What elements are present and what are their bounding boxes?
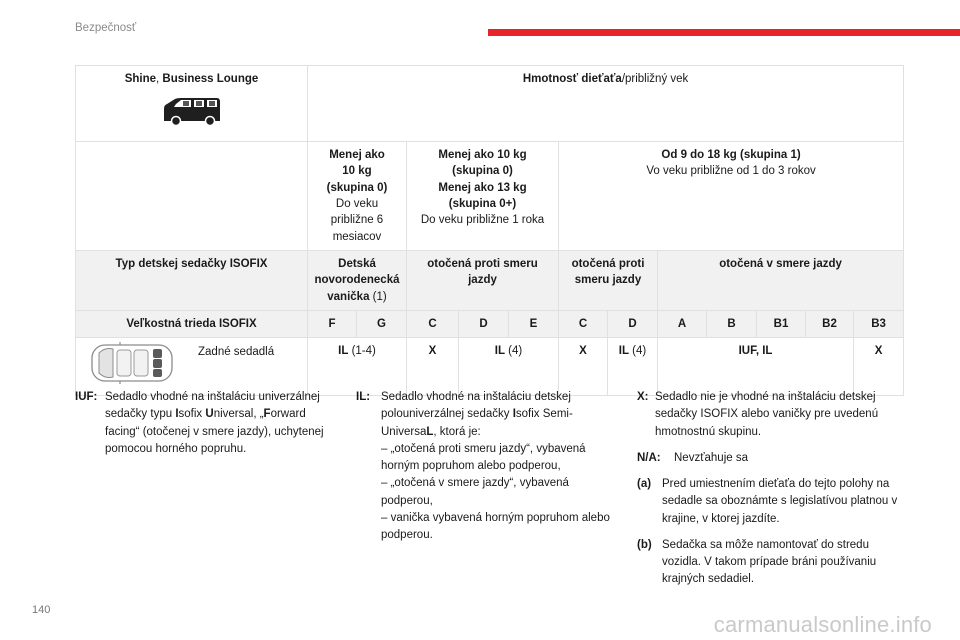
size-class-cell: F: [308, 310, 357, 337]
table-row-size-class: [76, 310, 904, 337]
notes-column-3: [637, 389, 899, 598]
table-row-rear-seats: [76, 338, 904, 396]
note-x: [637, 389, 899, 441]
size-class-cell: C: [559, 310, 608, 337]
size-class-cell: B2: [806, 310, 854, 337]
note-text: Pred umiestnením dieťaťa do tejto polohy na sedadle sa oboznámte s legislatívou platnou v krajine, v ktorej jazdíte.: [662, 478, 898, 525]
header-accent-bar: [488, 29, 960, 36]
value-code: IUF, IL: [738, 345, 773, 358]
rear-seats-label-cell: [76, 338, 308, 396]
seat-type-text: otočená v smere jazdy: [719, 257, 842, 270]
notes-column-2: [356, 389, 611, 553]
table-row-groups: [76, 142, 904, 251]
value-note: (4): [504, 345, 523, 358]
group-title: Od 9 do 18 kg (skupina 1): [661, 149, 801, 161]
note-label: IUF:: [75, 391, 98, 403]
note-label: X:: [637, 391, 649, 403]
group-age: Do veku približne 1 roka: [420, 214, 545, 227]
note-b: [637, 537, 899, 589]
size-class-cell: D: [459, 310, 509, 337]
value-code: X: [428, 345, 437, 358]
seat-type-text: otočená proti smeru jazdy: [427, 257, 538, 287]
weight-header-label: Hmotnosť dieťaťa: [522, 73, 622, 85]
table-row-seat-type: [76, 250, 904, 310]
rear-seat-value: [308, 338, 407, 396]
note-iuf: [75, 389, 333, 458]
group-title: Menej ako 10 kg (skupina 0): [326, 149, 388, 194]
note-il: [356, 389, 611, 544]
size-class-cell: B1: [757, 310, 806, 337]
note-text: Nevzťahuje sa: [674, 451, 748, 464]
size-class-cell: E: [509, 310, 559, 337]
model-name-secondary: Business Lounge: [162, 73, 259, 85]
size-class-label: Veľkostná trieda ISOFIX: [76, 310, 308, 337]
car-seats-icon: [161, 96, 223, 126]
group-age: Vo veku približne od 1 do 3 rokov: [646, 165, 816, 178]
seat-type-note: (1): [369, 290, 387, 303]
size-class-cell: B3: [854, 310, 904, 337]
seat-type-cell-0: [308, 250, 407, 310]
size-class-cell: A: [658, 310, 707, 337]
model-cell: [76, 66, 308, 142]
size-class-cell: D: [608, 310, 658, 337]
note-label: (b): [637, 538, 652, 551]
rear-seats-label: Zadné sedadlá: [198, 346, 275, 359]
group-cell-0: [308, 142, 407, 251]
seat-type-text: Detská novorodenecká vanička: [314, 257, 400, 303]
size-class-cell: C: [407, 310, 459, 337]
note-label: (a): [637, 478, 652, 490]
group-cell-2: [559, 142, 904, 251]
note-text: Sedačka sa môže namontovať do stredu vozidla. V takom prípade bráni používaniu krajných sedadiel.: [662, 538, 877, 586]
watermark: carmanualsonline.info: [713, 612, 932, 637]
value-note: (4): [628, 345, 647, 358]
car-rear-seats-icon: [90, 341, 174, 385]
group-title: Menej ako 10 kg (skupina 0) Menej ako 13 kg (skupina 0+): [438, 149, 527, 210]
groups-label-cell: [76, 142, 308, 251]
weight-header-suffix: /približný vek: [621, 73, 689, 85]
note-a: [637, 476, 899, 528]
page-number: 140: [32, 604, 51, 616]
group-age: Do veku približne 6 mesiacov: [330, 197, 384, 243]
section-title: Bezpečnosť: [75, 22, 137, 34]
note-label: N/A:: [637, 451, 661, 464]
rear-seat-value: [407, 338, 459, 396]
value-code: IL: [338, 345, 349, 358]
note-text: Sedadlo vhodné na inštaláciu detskej polouniverzálnej sedačky Isofix Semi-UniversaL, ktorá je: – „otočená proti smeru jazdy“, vybavená horným popruhom alebo podperou, – „otočená v smere jazdy“, vybavená podperou, – vanička vybavená horným popruhom alebo podperou.: [381, 391, 610, 541]
seat-type-cell-1: [407, 250, 559, 310]
table-row-header: [76, 66, 904, 142]
weight-age-header: [308, 66, 904, 142]
seat-type-cell-2: [559, 250, 658, 310]
size-class-cell: B: [707, 310, 757, 337]
value-code: IL: [618, 345, 629, 358]
rear-seat-value: [608, 338, 658, 396]
seat-type-cell-3: [658, 250, 904, 310]
rear-seat-value: [459, 338, 559, 396]
notes-column-1: [75, 389, 333, 467]
value-code: IL: [494, 345, 505, 358]
model-name-separator: ,: [156, 73, 163, 85]
note-text: Sedadlo vhodné na inštaláciu univerzálnej sedačky typu Isofix Universal, „Forward facing“ (otočenej v smere jazdy), uchytenej pomocou horného popruhu.: [105, 391, 324, 455]
rear-seat-value: [658, 338, 854, 396]
note-na: [637, 450, 899, 467]
value-note: (1-4): [348, 345, 376, 358]
note-label: IL:: [356, 391, 371, 403]
value-code: X: [874, 345, 883, 358]
note-text: Sedadlo nie je vhodné na inštaláciu detskej sedačky ISOFIX alebo vaničky pre uvedenú hmotnostnú skupinu.: [655, 391, 879, 438]
size-class-cell: G: [357, 310, 407, 337]
group-cell-1: [407, 142, 559, 251]
rear-seat-value: [559, 338, 608, 396]
isofix-table: [75, 65, 904, 396]
rear-seat-value: [854, 338, 904, 396]
model-name-primary: Shine: [124, 73, 157, 85]
seat-type-text: otočená proti smeru jazdy: [571, 257, 645, 287]
seat-type-label: Typ detskej sedačky ISOFIX: [76, 250, 308, 310]
value-code: X: [579, 345, 587, 358]
